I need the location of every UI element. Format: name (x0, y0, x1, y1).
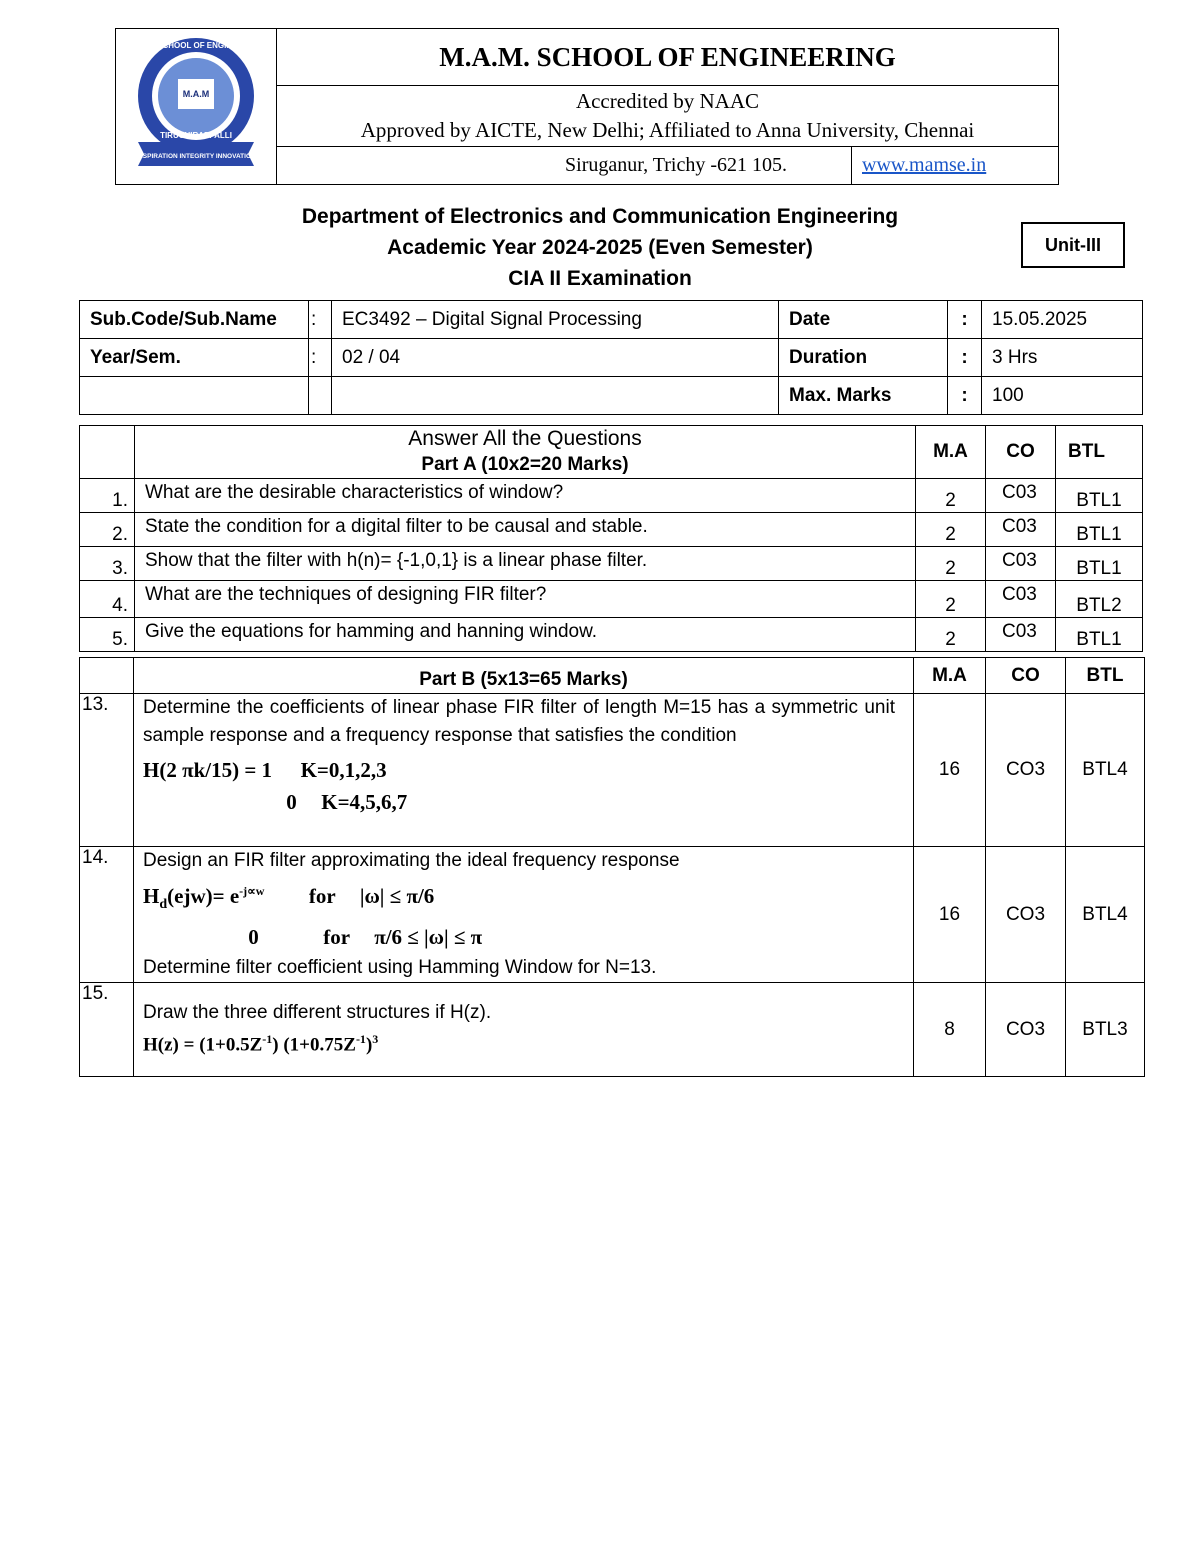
accreditation-cell (277, 86, 1059, 147)
q-text-2: Determine filter coefficient using Hamming Window for N=13. (143, 957, 657, 979)
duration-value: 3 Hrs (982, 339, 1143, 377)
q-number: 2. (80, 513, 135, 547)
website-cell (852, 147, 1059, 185)
marks-label: Max. Marks (779, 377, 948, 415)
q-number: 15. (80, 983, 134, 1077)
q-co: C03 (986, 581, 1056, 618)
logo-cell (116, 29, 277, 185)
q-number: 3. (80, 547, 135, 581)
q-text: What are the desirable characteristics of window? (135, 479, 916, 513)
q-co: CO3 (986, 847, 1066, 983)
year-value: 02 / 04 (332, 339, 779, 377)
sub-label: Sub.Code/Sub.Name (80, 301, 309, 339)
colon: : (309, 301, 332, 339)
part-b-title: Part B (5x13=65 Marks) (134, 658, 914, 694)
q-btl: BTL1 (1056, 479, 1143, 513)
q-co: C03 (986, 618, 1056, 652)
part-a-table (79, 425, 1143, 652)
colon: : (948, 377, 982, 415)
part-a-header (135, 426, 916, 479)
empty-cell (309, 377, 332, 415)
table-row (80, 581, 1143, 618)
q-co: CO3 (986, 983, 1066, 1077)
q13-cell (134, 694, 914, 847)
col-co: CO (986, 426, 1056, 479)
logo-ring-text: M.A.M. SCHOOL OF ENGINEERING (129, 41, 263, 50)
q14-cell (134, 847, 914, 983)
eq-for: for (323, 925, 350, 950)
q-co: C03 (986, 547, 1056, 581)
q-ma: 16 (914, 694, 986, 847)
eq-cond: |ω| ≤ π/6 (359, 884, 435, 908)
q-ma: 8 (914, 983, 986, 1077)
table-row (80, 847, 1145, 983)
q-ma: 2 (916, 513, 986, 547)
empty-cell (80, 658, 134, 694)
school-name: M.A.M. SCHOOL OF ENGINEERING (277, 29, 1059, 86)
part-b-table (79, 657, 1145, 1077)
college-header (115, 28, 1059, 185)
q-co: C03 (986, 513, 1056, 547)
col-btl: BTL (1056, 426, 1143, 479)
eq-mid: (ejw)= e (167, 884, 240, 908)
q-text: Draw the three different structures if H(z). (143, 1002, 492, 1024)
eq-left: 0 (286, 790, 297, 814)
empty-cell (80, 377, 309, 415)
colon: : (948, 339, 982, 377)
eq-cond: π/6 ≤ |ω| ≤ π (374, 925, 483, 950)
part-a-title: Part A (10x2=20 Marks) (421, 454, 629, 475)
q-co: CO3 (986, 694, 1066, 847)
col-btl: BTL (1066, 658, 1145, 694)
marks-value: 100 (982, 377, 1143, 415)
q-text: Show that the filter with h(n)= {-1,0,1} is a linear phase filter. (135, 547, 916, 581)
q-text: Give the equations for hamming and hanning window. (135, 618, 916, 652)
table-row (80, 983, 1145, 1077)
empty-cell (80, 426, 135, 479)
col-ma: M.A (914, 658, 986, 694)
website-link[interactable]: www.mamse.in (862, 154, 987, 176)
eq-for: for (308, 884, 336, 908)
eq-part: H(z) = (1+0.5Z (143, 1034, 263, 1056)
q14-equation (143, 875, 913, 954)
eq-right: K=0,1,2,3 (300, 758, 387, 782)
q-btl: BTL1 (1056, 547, 1143, 581)
duration-label: Duration (779, 339, 948, 377)
exam-title: CIA II Examination (508, 267, 692, 290)
q-text: What are the techniques of designing FIR filter? (135, 581, 916, 618)
q-ma: 2 (916, 618, 986, 652)
academic-year: Academic Year 2024-2025 (Even Semester) (387, 236, 813, 259)
unit-badge: Unit-III (1021, 222, 1125, 268)
instruction: Answer All the Questions (408, 427, 642, 450)
logo-motto: INSPIRATION INTEGRITY INNOVATION (136, 153, 256, 160)
q-btl: BTL1 (1056, 513, 1143, 547)
eq-h: H (143, 884, 160, 908)
empty-cell (332, 377, 779, 415)
approval-text: Approved by AICTE, New Delhi; Affiliated to Anna University, Chennai (360, 118, 975, 142)
q-btl: BTL2 (1056, 581, 1143, 618)
q-ma: 2 (916, 547, 986, 581)
q-text: Design an FIR filter approximating the ideal frequency response (143, 850, 680, 871)
date-value: 15.05.2025 (982, 301, 1143, 339)
q-number: 5. (80, 618, 135, 652)
logo-place: TIRUCHIRAPPALLI (160, 131, 232, 140)
eq-left: H(2 πk/15) = 1 (143, 758, 273, 782)
q-number: 4. (80, 581, 135, 618)
eq-sup: -1 (355, 1032, 366, 1047)
accreditation-text: Accredited by NAAC (575, 89, 760, 113)
q15-cell (134, 983, 914, 1077)
exam-info-table (79, 300, 1143, 415)
eq-sub: d (159, 897, 168, 913)
eq-part: ) (365, 1034, 373, 1056)
q-number: 14. (80, 847, 134, 983)
department-title: Department of Electronics and Communication Engineering (301, 205, 899, 228)
q-btl: BTL1 (1056, 618, 1143, 652)
eq-sup: -1 (262, 1032, 273, 1047)
colon: : (948, 301, 982, 339)
col-ma: M.A (916, 426, 986, 479)
eq-sup: -j∝w (239, 884, 265, 898)
q-btl: BTL3 (1066, 983, 1145, 1077)
q-ma: 16 (914, 847, 986, 983)
eq-part: ) (1+0.75Z (272, 1034, 356, 1056)
q-co: C03 (986, 479, 1056, 513)
address: Siruganur, Trichy -621 105. (277, 147, 852, 185)
q15-equation (143, 1026, 913, 1058)
date-label: Date (779, 301, 948, 339)
logo-center-text: M.A.M (182, 89, 210, 99)
q-text: Determine the coefficients of linear phase FIR filter of length M=15 has a symmetric unit sample response and a frequency response that satisfies the condition (143, 697, 895, 746)
table-row (80, 547, 1143, 581)
q-number: 13. (80, 694, 134, 847)
year-label: Year/Sem. (80, 339, 309, 377)
sub-value: EC3492 – Digital Signal Processing (332, 301, 779, 339)
q-btl: BTL4 (1066, 847, 1145, 983)
q-ma: 2 (916, 581, 986, 618)
eq-sup: 3 (372, 1032, 379, 1047)
eq-val: 0 (248, 925, 259, 950)
col-co: CO (986, 658, 1066, 694)
table-row (80, 618, 1143, 652)
q-btl: BTL4 (1066, 694, 1145, 847)
q-number: 1. (80, 479, 135, 513)
q13-equation (143, 754, 913, 818)
table-row (80, 694, 1145, 847)
eq-right: K=4,5,6,7 (321, 790, 408, 814)
colon: : (309, 339, 332, 377)
college-logo (126, 34, 266, 174)
table-row (80, 513, 1143, 547)
q-text: State the condition for a digital filter to be causal and stable. (135, 513, 916, 547)
table-row (80, 479, 1143, 513)
q-ma: 2 (916, 479, 986, 513)
